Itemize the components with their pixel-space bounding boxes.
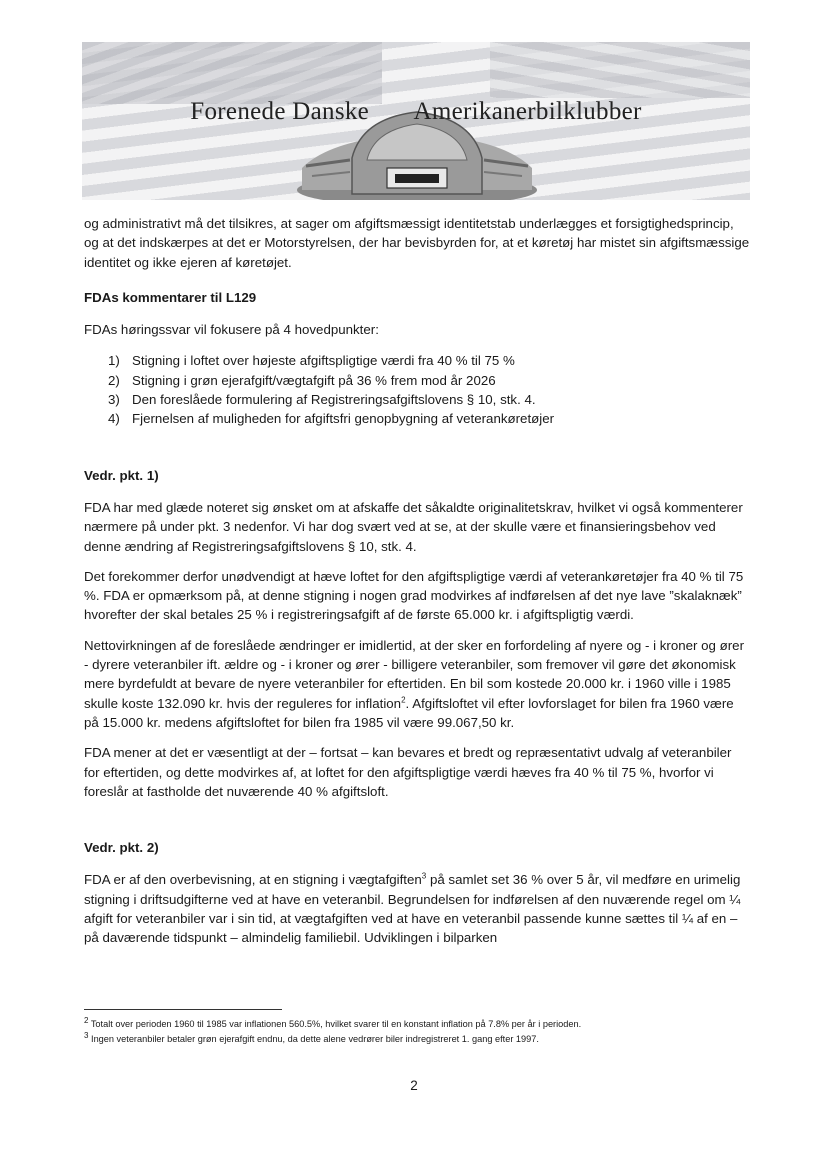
section-heading-comments: FDAs kommentarer til L129 bbox=[84, 289, 257, 305]
header-banner bbox=[82, 42, 750, 200]
pkt1-paragraph-3-text: Nettovirkningen af de foreslåede ændringer er imidlertid, at der sker en forfordeling af nyere og - i kroner og ører - dyrere veteranbiler ift. ældre og - i kroner og ører - billigere veteranbiler, som fremover vil gøre det økonomisk mere byrdefuldt at bevare de nyere veteranbiler for eftertiden. En bil som kostede 20.000 kr. i 1960 ville i 1985 skulle koste 132.090 kr. hvis der reguleres for inflation bbox=[84, 637, 745, 711]
footnote-number: 3 bbox=[84, 1030, 89, 1040]
footnote-ref-2: 2 bbox=[401, 695, 406, 705]
list-item-number: 4) bbox=[108, 411, 120, 427]
list-item-text: Stigning i loftet over højeste afgiftspligtige værdi fra 40 % til 75 % bbox=[132, 353, 515, 369]
footnote-divider bbox=[84, 1009, 282, 1010]
list-item bbox=[84, 371, 750, 390]
list-item-text: Stigning i grøn ejerafgift/vægtafgift på 36 % frem mod år 2026 bbox=[132, 372, 496, 388]
list-item bbox=[84, 390, 750, 409]
flag-stripes-right bbox=[490, 42, 750, 98]
pkt1-paragraph-2: Det forekommer derfor unødvendigt at hæve loftet for den afgiftspligtige værdi af veterankøretøjer fra 40 % til 75 %. FDA er opmærksom på, at denne stigning i nogen grad modvirkes af indførelsen af det nye lave ”skalaknæk” hvorefter der skal betales 25 % i registreringsafgift af de første 65.000 kr. i afgiftspligtig værdi. bbox=[84, 568, 744, 623]
list-item-number: 2) bbox=[108, 372, 120, 388]
pkt2-paragraph-1-text-end: på samlet set 36 % over 5 år, vil medføre en urimelig stigning i driftsudgifterne ved at have en veteranbil. Begrundelsen for indførelsen af den nuværende regel om ¼ afgift for veteranbiler var i sin tid, at vægtafgiften ved at have en veteranbil passende kunne sættes til ¼ af en – på daværende tidspunkt – almindelig familiebil. Udviklingen i bilparken bbox=[84, 872, 741, 946]
pkt1-paragraph-1: FDA har med glæde noteret sig ønsket om at afskaffe det såkaldte originalitetskrav, hvilket vi også kommenterer nærmere på under pkt. 3 nedenfor. Vi har dog svært ved at se, at der skulle være et finansieringsbehov ved denne ændring af Registreringsafgiftslovens § 10, stk. 4. bbox=[84, 499, 743, 554]
pkt1-paragraph-3-text-end: . Afgiftsloftet vil efter lovforslaget for bilen fra 1960 være på 15.000 kr. medens afgiftsloftet for bilen fra 1985 vil være 99.067,50 kr. bbox=[84, 695, 734, 730]
hovedpunkter-list bbox=[84, 351, 750, 428]
banner-title-right: Amerikanerbilklubber bbox=[413, 98, 642, 125]
pkt2-paragraph-1-text: FDA er af den overbevisning, at en stigning i vægtafgiften bbox=[84, 872, 422, 888]
hearing-intro-paragraph: FDAs høringssvar vil fokusere på 4 hovedpunkter: bbox=[84, 322, 379, 338]
list-item-number: 1) bbox=[108, 353, 120, 369]
list-item-text: Fjernelsen af muligheden for afgiftsfri genopbygning af veterankøretøjer bbox=[132, 411, 555, 427]
footnote-number: 2 bbox=[84, 1015, 89, 1025]
document-body bbox=[84, 214, 750, 948]
pkt2-paragraph-1 bbox=[84, 870, 750, 947]
page-number: 2 bbox=[410, 1078, 418, 1093]
footnote-text: Ingen veteranbiler betaler grøn ejerafgift endnu, da dette alene vedrører biler indregistreret 1. gang efter 1997. bbox=[91, 1034, 539, 1044]
list-item-text: Den foreslåede formulering af Registreringsafgiftslovens § 10, stk. 4. bbox=[132, 392, 536, 408]
banner-title-left: Forenede Danske bbox=[190, 98, 370, 125]
footnotes bbox=[84, 1017, 750, 1047]
pkt1-paragraph-4: FDA mener at det er væsentligt at der – fortsat – kan bevares et bredt og repræsentativt udvalg af veteranbiler for eftertiden, og dette modvirkes af, at loftet for den afgiftspligtige værdi hæves fra 40 % til 75 %, hvorfor vi foreslår at fastholde det nuværende 40 % afgiftsloft. bbox=[84, 745, 732, 799]
banner-title bbox=[82, 98, 750, 126]
list-item-number: 3) bbox=[108, 392, 120, 408]
flag-stripes-left bbox=[82, 42, 382, 104]
list-item bbox=[84, 351, 750, 370]
section-heading-pkt1: Vedr. pkt. 1) bbox=[84, 467, 159, 483]
footnote-2 bbox=[84, 1017, 750, 1032]
pkt1-paragraph-3 bbox=[84, 636, 750, 732]
list-item bbox=[84, 409, 750, 428]
footnote-3 bbox=[84, 1032, 750, 1047]
footnote-text: Totalt over perioden 1960 til 1985 var inflationen 560.5%, hvilket svarer til en konstant inflation på 7.8% per år i perioden. bbox=[90, 1019, 582, 1029]
section-heading-pkt2: Vedr. pkt. 2) bbox=[84, 840, 159, 856]
intro-paragraph: og administrativt må det tilsikres, at sager om afgiftsmæssigt identitetstab underlægges et forsigtighedsprincip, og at det indskærpes at det er Motorstyrelsen, der har bevisbyrden for, at et køretøj har mistet sin afgiftsmæssige identitet og ikke ejeren af køretøjet. bbox=[84, 216, 750, 270]
footnote-ref-3: 3 bbox=[421, 872, 427, 881]
